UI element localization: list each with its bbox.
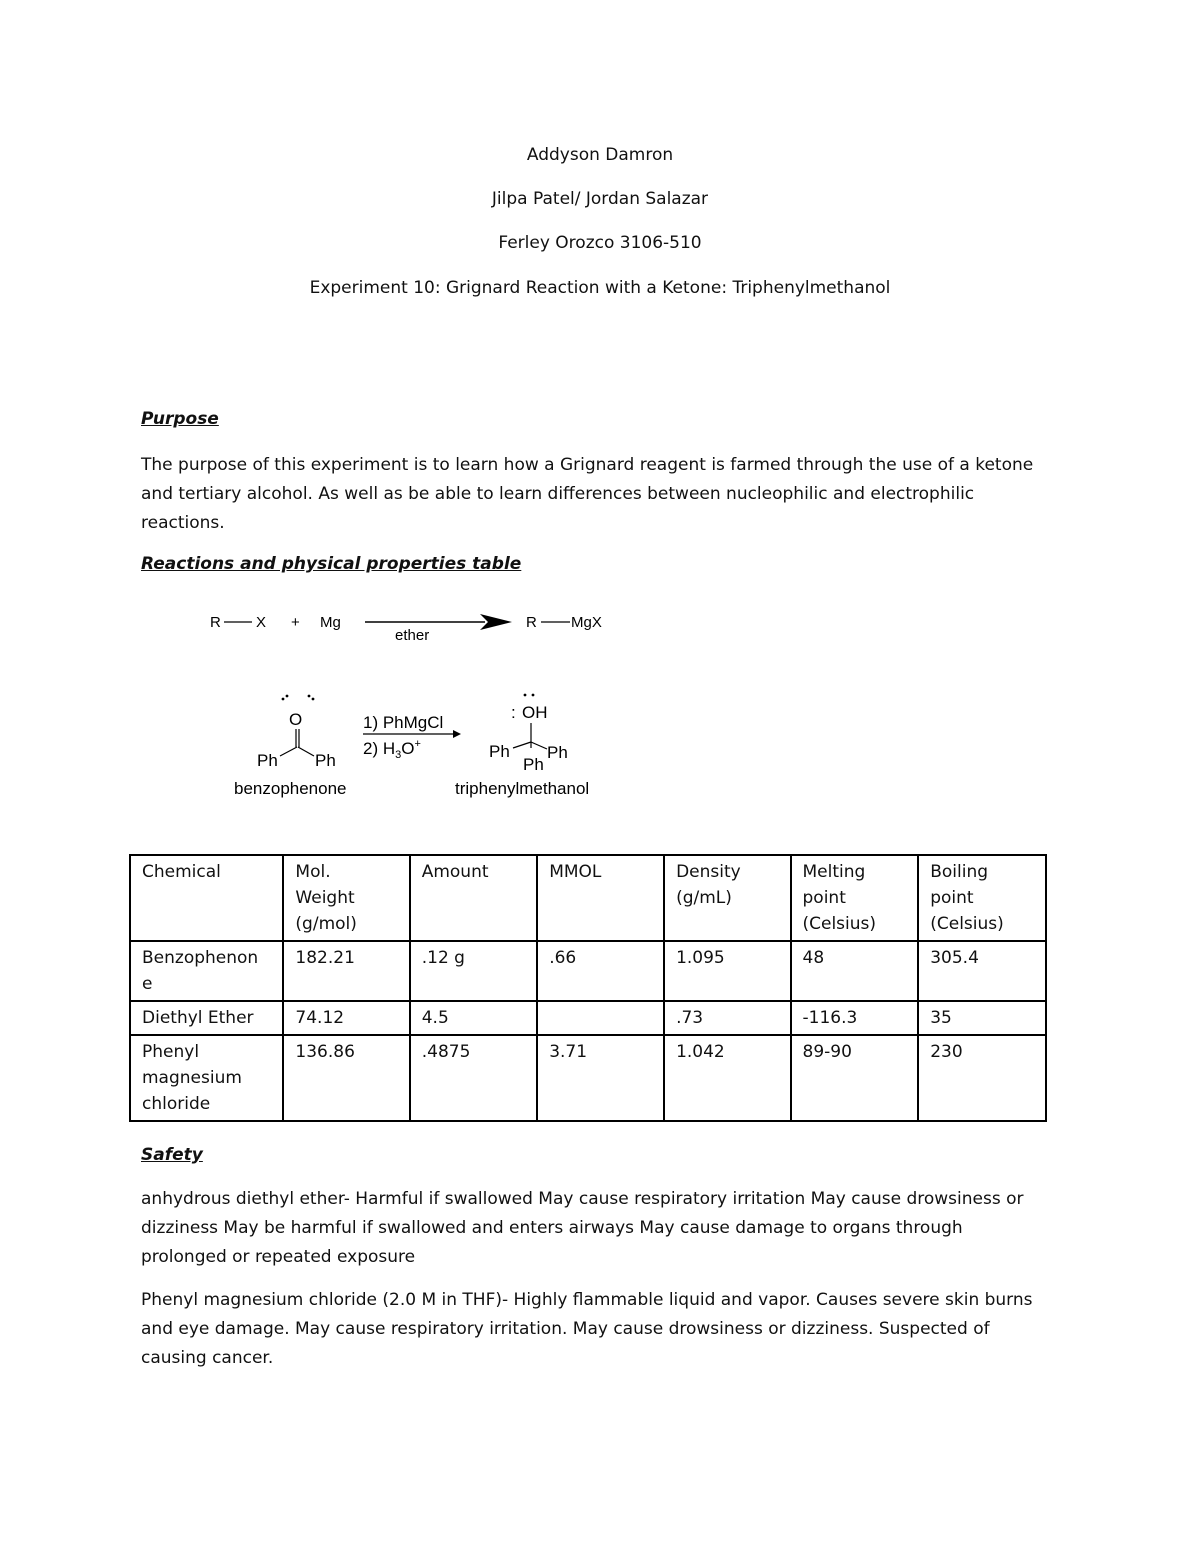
header-cell-boiling-point	[918, 855, 1046, 941]
grignard-formation-scheme	[200, 600, 620, 650]
lone-pair-dot	[524, 694, 527, 697]
table-row	[130, 1001, 1046, 1035]
physical-properties-table	[129, 854, 1047, 1122]
product-colon: :	[511, 703, 516, 722]
header-text: Mol.	[295, 862, 331, 882]
lone-pair-dot	[308, 695, 311, 698]
scheme1-product-mgx: MgX	[571, 614, 602, 631]
step2-subscript: 3	[395, 749, 402, 761]
ta-section: Ferley Orozco 3106-510	[498, 233, 702, 253]
cell-chemical: Phenyl magnesium chloride	[130, 1035, 283, 1121]
scheme1-condition: ether	[395, 627, 430, 644]
safety-line: causing cancer.	[141, 1348, 274, 1368]
lone-pair-dot	[282, 698, 285, 701]
scheme1-mg: Mg	[320, 614, 341, 631]
reaction-step-2	[363, 738, 421, 761]
cell-mmol: 3.71	[537, 1035, 664, 1121]
phenyl-bond	[280, 747, 297, 756]
lone-pair-dot	[532, 694, 535, 697]
reaction-step-1: 1) PhMgCl	[363, 713, 444, 732]
safety-paragraph-ether	[141, 1185, 1061, 1272]
header-cell-melting-point	[791, 855, 919, 941]
benzophenone-left-ph: Ph	[257, 751, 278, 770]
header-text: (g/mL)	[676, 888, 732, 908]
cell-density: 1.095	[664, 941, 790, 1001]
header-text: Amount	[421, 862, 489, 882]
safety-line: dizziness May be harmful if swallowed and enters airways May cause damage to organs through	[141, 1218, 963, 1238]
table-row	[130, 1035, 1046, 1121]
cell-density: .73	[664, 1001, 790, 1035]
reactions-heading: Reactions and physical properties table	[141, 554, 522, 574]
header-text: Melting	[802, 862, 866, 882]
header-cell-mol-weight	[283, 855, 409, 941]
safety-paragraph-phenylmagnesium	[141, 1286, 1061, 1373]
reaction-arrowhead	[453, 730, 461, 738]
cell-boiling-point: 35	[918, 1001, 1046, 1035]
cell-mmol	[537, 1001, 664, 1035]
header-cell-density	[664, 855, 790, 941]
header-text: point	[802, 888, 846, 908]
table-row	[130, 941, 1046, 1001]
safety-heading: Safety	[141, 1145, 203, 1165]
benzophenone-label: benzophenone	[234, 779, 347, 798]
header-cell-mmol	[537, 855, 664, 941]
purpose-line: The purpose of this experiment is to learn how a Grignard reagent is farmed through the use of a ketone	[141, 455, 1034, 475]
cell-chemical: Diethyl Ether	[130, 1001, 283, 1035]
cell-chemical: Benzophenon e	[130, 941, 283, 1001]
safety-line: anhydrous diethyl ether- Harmful if swallowed May cause respiratory irritation May cause drowsiness or	[141, 1189, 1024, 1209]
step2-suffix: O	[401, 739, 415, 758]
product-bottom-ph: Ph	[523, 755, 544, 774]
purpose-line: and tertiary alcohol. As well as be able to learn differences between nucleophilic and electrophilic	[141, 484, 975, 504]
safety-line: Phenyl magnesium chloride (2.0 M in THF)- Highly flammable liquid and vapor. Causes severe skin burns	[141, 1290, 1033, 1310]
cell-density: 1.042	[664, 1035, 790, 1121]
phenyl-bond	[298, 747, 314, 756]
scheme1-r: R	[210, 614, 221, 631]
header-text: (Celsius)	[930, 914, 1004, 934]
cell-mol-weight: 74.12	[283, 1001, 409, 1035]
cell-boiling-point: 230	[918, 1035, 1046, 1121]
purpose-line: reactions.	[141, 513, 225, 533]
benzophenone-oxygen: O	[289, 710, 303, 729]
cell-amount: .12 g	[410, 941, 537, 1001]
scheme1-plus: +	[291, 614, 300, 631]
author-name: Addyson Damron	[526, 145, 674, 165]
cell-mol-weight: 182.21	[283, 941, 409, 1001]
header-cell-chemical	[130, 855, 283, 941]
lone-pair-dot	[312, 698, 315, 701]
lab-partners: Jilpa Patel/ Jordan Salazar	[491, 189, 709, 209]
product-left-ph: Ph	[489, 742, 510, 761]
cell-melting-point: -116.3	[791, 1001, 919, 1035]
header-text: Boiling	[930, 862, 989, 882]
header-text: Chemical	[142, 862, 221, 882]
purpose-heading: Purpose	[141, 409, 219, 429]
product-oh: OH	[522, 703, 548, 722]
cell-melting-point: 48	[791, 941, 919, 1001]
cell-amount: 4.5	[410, 1001, 537, 1035]
header-text: (Celsius)	[802, 914, 877, 934]
cell-mmol: .66	[537, 941, 664, 1001]
triphenylmethanol-scheme	[225, 690, 625, 805]
header-cell-amount	[410, 855, 537, 941]
experiment-title: Experiment 10: Grignard Reaction with a Ketone: Triphenylmethanol	[309, 278, 891, 298]
purpose-paragraph	[141, 451, 1061, 538]
step2-prefix: 2) H	[363, 739, 396, 758]
table-header-row	[130, 855, 1046, 941]
product-right-ph: Ph	[547, 743, 568, 762]
lone-pair-dot	[286, 695, 289, 698]
cell-mol-weight: 136.86	[283, 1035, 409, 1121]
scheme1-product-r: R	[526, 614, 537, 631]
phenyl-bond	[531, 742, 547, 749]
safety-line: prolonged or repeated exposure	[141, 1247, 416, 1267]
step2-superscript: +	[414, 738, 421, 750]
header-text: Density	[676, 862, 741, 882]
safety-line: and eye damage. May cause respiratory irritation. May cause drowsiness or dizziness. Suspected of	[141, 1319, 990, 1339]
cell-boiling-point: 305.4	[918, 941, 1046, 1001]
triphenylmethanol-label: triphenylmethanol	[455, 779, 590, 798]
cell-melting-point: 89-90	[791, 1035, 919, 1121]
cell-amount: .4875	[410, 1035, 537, 1121]
header-text: Weight	[295, 888, 355, 908]
scheme1-x: X	[256, 614, 267, 631]
header-text: (g/mol)	[295, 914, 357, 934]
header-text: MMOL	[549, 862, 602, 882]
header-text: point	[930, 888, 974, 908]
phenyl-bond	[513, 742, 531, 748]
benzophenone-right-ph: Ph	[315, 751, 336, 770]
